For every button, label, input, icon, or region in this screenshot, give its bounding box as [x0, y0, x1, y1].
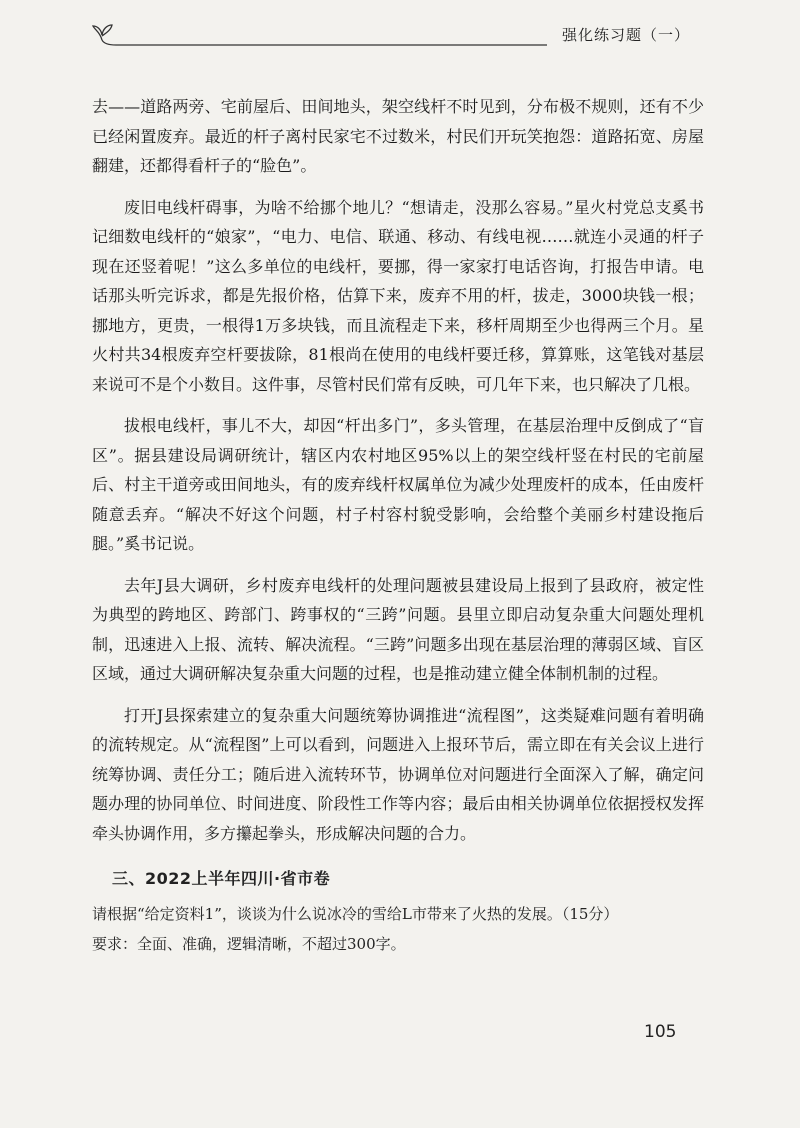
paragraph: 拔根电线杆，事儿不大，却因“杆出多门”，多头管理，在基层治理中反倒成了“盲区”。据县建设局调研统计，辖区内农村地区95%以上的架空线杆竖在村民的宅前屋后、村主干道旁或田间地头，有的废弃线杆权属单位为减少处理废杆的成本，任由废杆随意丢弃。“解决不好这个问题，村子村容村貌受影响，会给整个美丽乡村建设拖后腿。”奚书记说。 — [92, 416, 704, 553]
question-block — [92, 899, 704, 959]
paragraph: 去年J县大调研，乡村废弃电线杆的处理问题被县建设局上报到了县政府，被定性为典型的跨地区、跨部门、跨事权的“三跨”问题。县里立即启动复杂重大问题处理机制，迅速进入上报、流转、解决流程。“三跨”问题多出现在基层治理的薄弱区域、盲区区域，通过大调研解决复杂重大问题的过程，也是推动建立健全体制机制的过程。 — [92, 575, 704, 683]
paragraph: 去——道路两旁、宅前屋后、田间地头，架空线杆不时见到，分布极不规则，还有不少已经闲置废弃。最近的杆子离村民家宅不过数米，村民们开玩笑抱怨：道路拓宽、房屋翻建，还都得看杆子的“脸色”。 — [92, 97, 704, 175]
header-title: 强化练习题（一） — [561, 26, 690, 44]
section-heading: 三、2022上半年四川·省市卷 — [112, 869, 331, 888]
page-number: 105 — [644, 1022, 677, 1042]
page-header — [92, 18, 702, 48]
paragraph: 打开J县探索建立的复杂重大问题统筹协调推进“流程图”，这类疑难问题有着明确的流转规定。从“流程图”上可以看到，问题进入上报环节后，需立即在有关会议上进行统筹协调、责任分工；随后进入流转环节，协调单位对问题进行全面深入了解，确定问题办理的协同单位、时间进度、阶段性工作等内容；最后由相关协调单位依据授权发挥牵头协调作用，多方攥起拳头，形成解决问题的合力。 — [92, 705, 704, 843]
body-text — [92, 92, 704, 959]
paragraph: 废旧电线杆碍事，为啥不给挪个地儿？“想请走，没那么容易。”星火村党总支奚书记细数电线杆的“娘家”，“电力、电信、联通、移动、有线电视……就连小灵通的杆子现在还竖着呢！”这么多单位的电线杆，要挪，得一家家打电话咨询，打报告申请。电话那头听完诉求，都是先报价格，估算下来，废弃不用的杆，拔走，3000块钱一根；挪地方，更贵，一根得1万多块钱，而且流程走下来，移杆周期至少也得两三个月。星火村共34根废弃空杆要拔除，81根尚在使用的电线杆要迁移，算算账，这笔钱对基层来说可不是个小数目。这件事，尽管村民们常有反映，可几年下来，也只解决了几根。 — [92, 197, 704, 394]
sprout-icon — [93, 25, 116, 45]
question-requirements: 要求：全面、准确，逻辑清晰，不超过300字。 — [92, 935, 406, 953]
question-prompt: 请根据“给定资料1”，谈谈为什么说冰冷的雪给L市带来了火热的发展。（15分） — [92, 905, 619, 923]
